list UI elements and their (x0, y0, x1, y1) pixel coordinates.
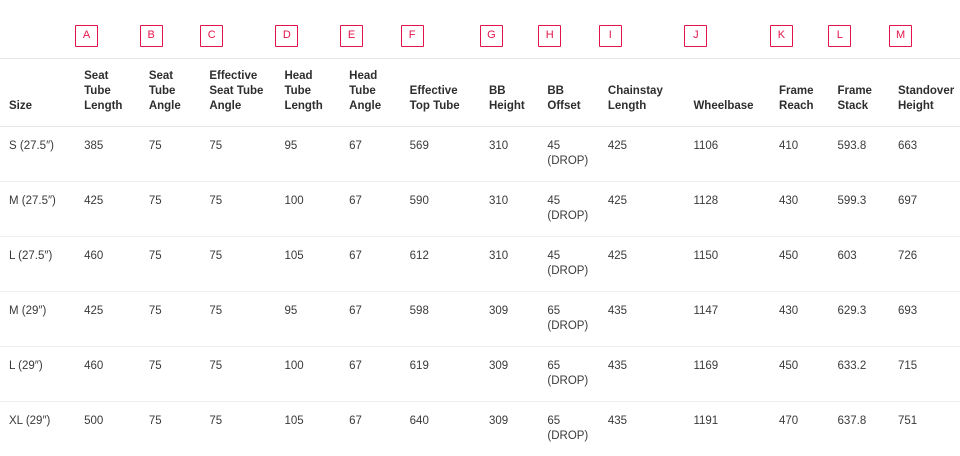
cell-frame-reach: 430 (770, 182, 828, 237)
cell-chainstay-length: 425 (599, 182, 685, 237)
cell-effective-seat-tube-angle: 75 (200, 182, 275, 237)
measurement-badge-i: I (599, 25, 622, 47)
measurement-badge-h: H (538, 25, 561, 47)
table-row (0, 182, 960, 237)
cell-chainstay-length: 435 (599, 402, 685, 456)
cell-head-tube-length: 100 (275, 347, 340, 402)
cell-head-tube-length: 105 (275, 402, 340, 456)
measurement-badge-a: A (75, 25, 98, 47)
cell-seat-tube-length: 500 (75, 402, 140, 456)
measurement-badge-d: D (275, 25, 298, 47)
column-header-frame-reach: Frame Reach (770, 59, 828, 127)
cell-bb-offset-note: (DROP) (547, 319, 591, 334)
cell-bb-offset-value: 45 (547, 139, 591, 154)
measurement-badge-e: E (340, 25, 363, 47)
cell-bb-height: 310 (480, 237, 538, 292)
cell-seat-tube-angle: 75 (140, 402, 201, 456)
cell-effective-seat-tube-angle: 75 (200, 292, 275, 347)
badge-cell-k (770, 0, 828, 59)
measurement-badge-f: F (401, 25, 424, 47)
cell-bb-offset (538, 182, 599, 237)
cell-size: L (29″) (0, 347, 75, 402)
badge-cell-m (889, 0, 960, 59)
cell-head-tube-angle: 67 (340, 347, 401, 402)
cell-bb-offset-note: (DROP) (547, 264, 591, 279)
cell-bb-offset-note: (DROP) (547, 429, 591, 444)
cell-seat-tube-length: 460 (75, 237, 140, 292)
measurement-badge-b: B (140, 25, 163, 47)
badge-cell-j (684, 0, 770, 59)
cell-seat-tube-angle: 75 (140, 347, 201, 402)
cell-bb-height: 309 (480, 347, 538, 402)
cell-effective-top-tube: 612 (401, 237, 480, 292)
cell-frame-reach: 450 (770, 237, 828, 292)
cell-size: S (27.5″) (0, 127, 75, 182)
cell-frame-reach: 450 (770, 347, 828, 402)
cell-standover-height: 715 (889, 347, 960, 402)
cell-head-tube-angle: 67 (340, 237, 401, 292)
cell-effective-seat-tube-angle: 75 (200, 347, 275, 402)
cell-bb-offset-note: (DROP) (547, 374, 591, 389)
cell-chainstay-length: 435 (599, 347, 685, 402)
cell-chainstay-length: 425 (599, 237, 685, 292)
badge-cell-f (401, 0, 480, 59)
cell-effective-top-tube: 640 (401, 402, 480, 456)
cell-bb-offset (538, 347, 599, 402)
column-header-bb-height: BB Height (480, 59, 538, 127)
cell-frame-stack: 603 (828, 237, 889, 292)
table-body (0, 127, 960, 456)
measurement-letter-row (0, 0, 960, 59)
cell-standover-height: 751 (889, 402, 960, 456)
column-header-size: Size (0, 59, 75, 127)
badge-cell-empty (0, 0, 75, 59)
measurement-badge-g: G (480, 25, 503, 47)
measurement-badge-c: C (200, 25, 223, 47)
cell-size: M (27.5″) (0, 182, 75, 237)
cell-bb-offset-value: 65 (547, 414, 591, 429)
measurement-badge-m: M (889, 25, 912, 47)
cell-effective-top-tube: 590 (401, 182, 480, 237)
badge-cell-a (75, 0, 140, 59)
cell-head-tube-length: 95 (275, 292, 340, 347)
cell-seat-tube-angle: 75 (140, 182, 201, 237)
badge-cell-e (340, 0, 401, 59)
cell-bb-height: 309 (480, 402, 538, 456)
cell-size: L (27.5″) (0, 237, 75, 292)
cell-bb-offset-value: 45 (547, 194, 591, 209)
cell-bb-offset-note: (DROP) (547, 154, 591, 169)
cell-bb-height: 310 (480, 127, 538, 182)
table-row (0, 347, 960, 402)
table-header-row (0, 59, 960, 127)
cell-bb-offset (538, 127, 599, 182)
table-row (0, 127, 960, 182)
cell-frame-stack: 593.8 (828, 127, 889, 182)
cell-seat-tube-length: 425 (75, 292, 140, 347)
cell-wheelbase: 1191 (684, 402, 770, 456)
cell-standover-height: 663 (889, 127, 960, 182)
cell-bb-offset-value: 65 (547, 304, 591, 319)
cell-frame-stack: 633.2 (828, 347, 889, 402)
cell-effective-seat-tube-angle: 75 (200, 237, 275, 292)
cell-head-tube-length: 95 (275, 127, 340, 182)
cell-frame-stack: 637.8 (828, 402, 889, 456)
cell-wheelbase: 1169 (684, 347, 770, 402)
cell-effective-top-tube: 619 (401, 347, 480, 402)
cell-seat-tube-angle: 75 (140, 237, 201, 292)
cell-size: XL (29″) (0, 402, 75, 456)
cell-standover-height: 697 (889, 182, 960, 237)
cell-seat-tube-length: 385 (75, 127, 140, 182)
cell-wheelbase: 1128 (684, 182, 770, 237)
table-row (0, 237, 960, 292)
cell-standover-height: 726 (889, 237, 960, 292)
column-header-head-tube-length: Head Tube Length (275, 59, 340, 127)
cell-size: M (29″) (0, 292, 75, 347)
cell-effective-top-tube: 569 (401, 127, 480, 182)
badge-cell-i (599, 0, 685, 59)
badge-cell-d (275, 0, 340, 59)
badge-cell-g (480, 0, 538, 59)
cell-frame-reach: 430 (770, 292, 828, 347)
cell-bb-offset (538, 402, 599, 456)
badge-cell-b (140, 0, 201, 59)
badge-cell-c (200, 0, 275, 59)
cell-head-tube-length: 100 (275, 182, 340, 237)
column-header-head-tube-angle: Head Tube Angle (340, 59, 401, 127)
cell-bb-height: 309 (480, 292, 538, 347)
badge-cell-l (828, 0, 889, 59)
cell-seat-tube-length: 425 (75, 182, 140, 237)
table-row (0, 402, 960, 456)
cell-wheelbase: 1106 (684, 127, 770, 182)
cell-bb-offset (538, 292, 599, 347)
badge-cell-h (538, 0, 599, 59)
measurement-badge-l: L (828, 25, 851, 47)
cell-wheelbase: 1150 (684, 237, 770, 292)
column-header-effective-seat-tube-angle: Effective Seat Tube Angle (200, 59, 275, 127)
measurement-badge-k: K (770, 25, 793, 47)
table-row (0, 292, 960, 347)
cell-frame-reach: 410 (770, 127, 828, 182)
cell-head-tube-angle: 67 (340, 182, 401, 237)
column-header-wheelbase: Wheelbase (684, 59, 770, 127)
cell-effective-seat-tube-angle: 75 (200, 402, 275, 456)
cell-seat-tube-angle: 75 (140, 292, 201, 347)
cell-chainstay-length: 425 (599, 127, 685, 182)
column-header-standover-height: Standover Height (889, 59, 960, 127)
cell-frame-stack: 629.3 (828, 292, 889, 347)
cell-bb-offset-value: 65 (547, 359, 591, 374)
cell-frame-reach: 470 (770, 402, 828, 456)
cell-head-tube-angle: 67 (340, 127, 401, 182)
column-header-seat-tube-angle: Seat Tube Angle (140, 59, 201, 127)
cell-effective-seat-tube-angle: 75 (200, 127, 275, 182)
cell-standover-height: 693 (889, 292, 960, 347)
cell-bb-offset (538, 237, 599, 292)
cell-frame-stack: 599.3 (828, 182, 889, 237)
measurement-badge-j: J (684, 25, 707, 47)
cell-bb-offset-note: (DROP) (547, 209, 591, 224)
cell-head-tube-length: 105 (275, 237, 340, 292)
cell-wheelbase: 1147 (684, 292, 770, 347)
cell-head-tube-angle: 67 (340, 402, 401, 456)
cell-chainstay-length: 435 (599, 292, 685, 347)
column-header-seat-tube-length: Seat Tube Length (75, 59, 140, 127)
cell-bb-height: 310 (480, 182, 538, 237)
column-header-effective-top-tube: Effective Top Tube (401, 59, 480, 127)
cell-bb-offset-value: 45 (547, 249, 591, 264)
column-header-chainstay-length: Chainstay Length (599, 59, 685, 127)
cell-seat-tube-length: 460 (75, 347, 140, 402)
cell-head-tube-angle: 67 (340, 292, 401, 347)
column-header-frame-stack: Frame Stack (828, 59, 889, 127)
column-header-bb-offset: BB Offset (538, 59, 599, 127)
cell-seat-tube-angle: 75 (140, 127, 201, 182)
cell-effective-top-tube: 598 (401, 292, 480, 347)
